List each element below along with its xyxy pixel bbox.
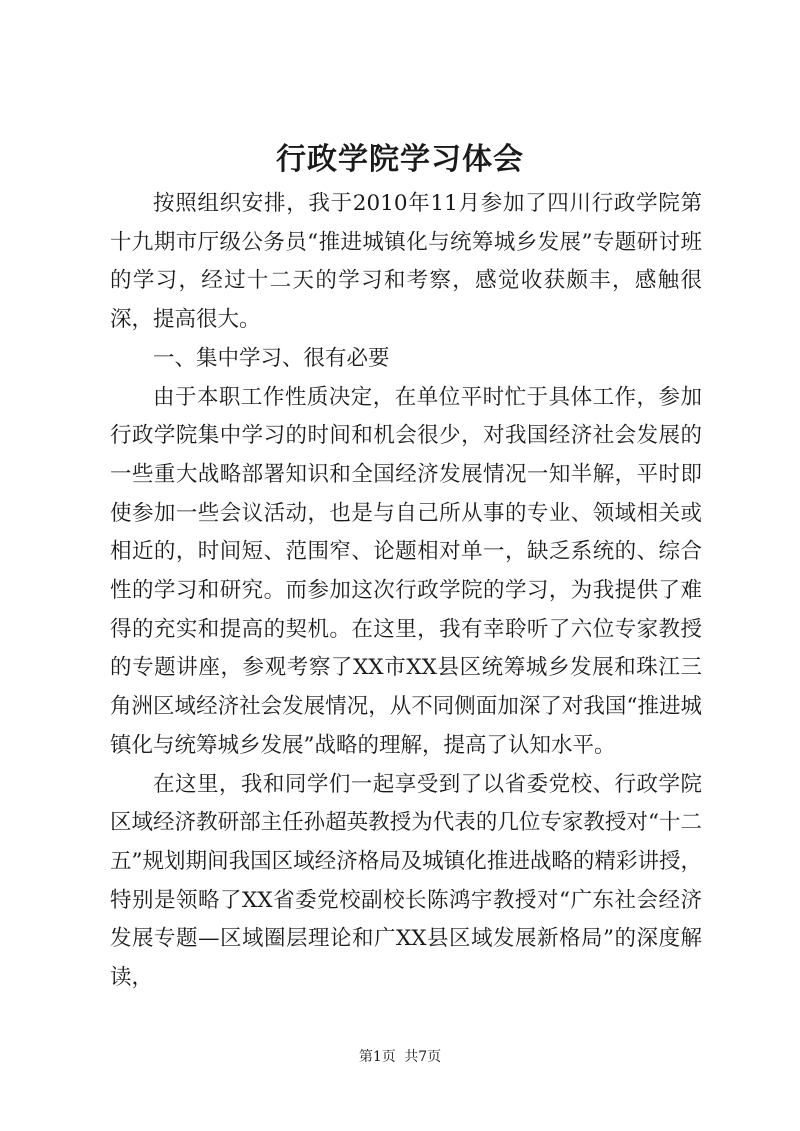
page-footer (0, 1047, 800, 1067)
paragraph-section-1-b: 在这里，我和同学们一起享受到了以省委党校、行政学院区域经济教研部主任孙超英教授为代表的几位专家教授对“十二五”规划期间我国区域经济格局及城镇化推进战略的精彩讲授，特别是领略了XX省委党校副校长陈鸿宇教授对“广东社会经济发展专题—区域圈层理论和广XX县区域发展新格局”的深度解读， (110, 771, 702, 991)
document-title: 行政学院学习体会 (276, 142, 524, 177)
paragraph-section-1-a: 由于本职工作性质决定，在单位平时忙于具体工作，参加行政学院集中学习的时间和机会很少，对我国经济社会发展的一些重大战略部署知识和全国经济发展情况一知半解，平时即使参加一些会议活动，也是与自己所从事的专业、领域相关或相近的，时间短、范围窄、论题相对单一，缺乏系统的、综合性的学习和研究。而参加这次行政学院的学习，为我提供了难得的充实和提高的契机。在这里，我有幸聆听了六位专家教授的专题讲座，参观考察了XX市XX县区统筹城乡发展和珠江三角洲区域经济社会发展情况，从不同侧面加深了对我国“推进城镇化与统筹城乡发展”战略的理解，提高了认知水平。 (110, 384, 702, 758)
section-heading-1: 一、集中学习、很有必要 (153, 345, 390, 371)
page-number: 第1页 (358, 1049, 396, 1065)
paragraph-intro: 按照组织安排，我于2010年11月参加了四川行政学院第十九期市厅级公务员“推进城镇化与统筹城乡发展”专题研讨班的学习，经过十二天的学习和考察，感觉收获颇丰，感触很深，提高很大。 (110, 191, 702, 333)
page-total: 共7页 (404, 1049, 442, 1065)
document-body (110, 185, 702, 998)
